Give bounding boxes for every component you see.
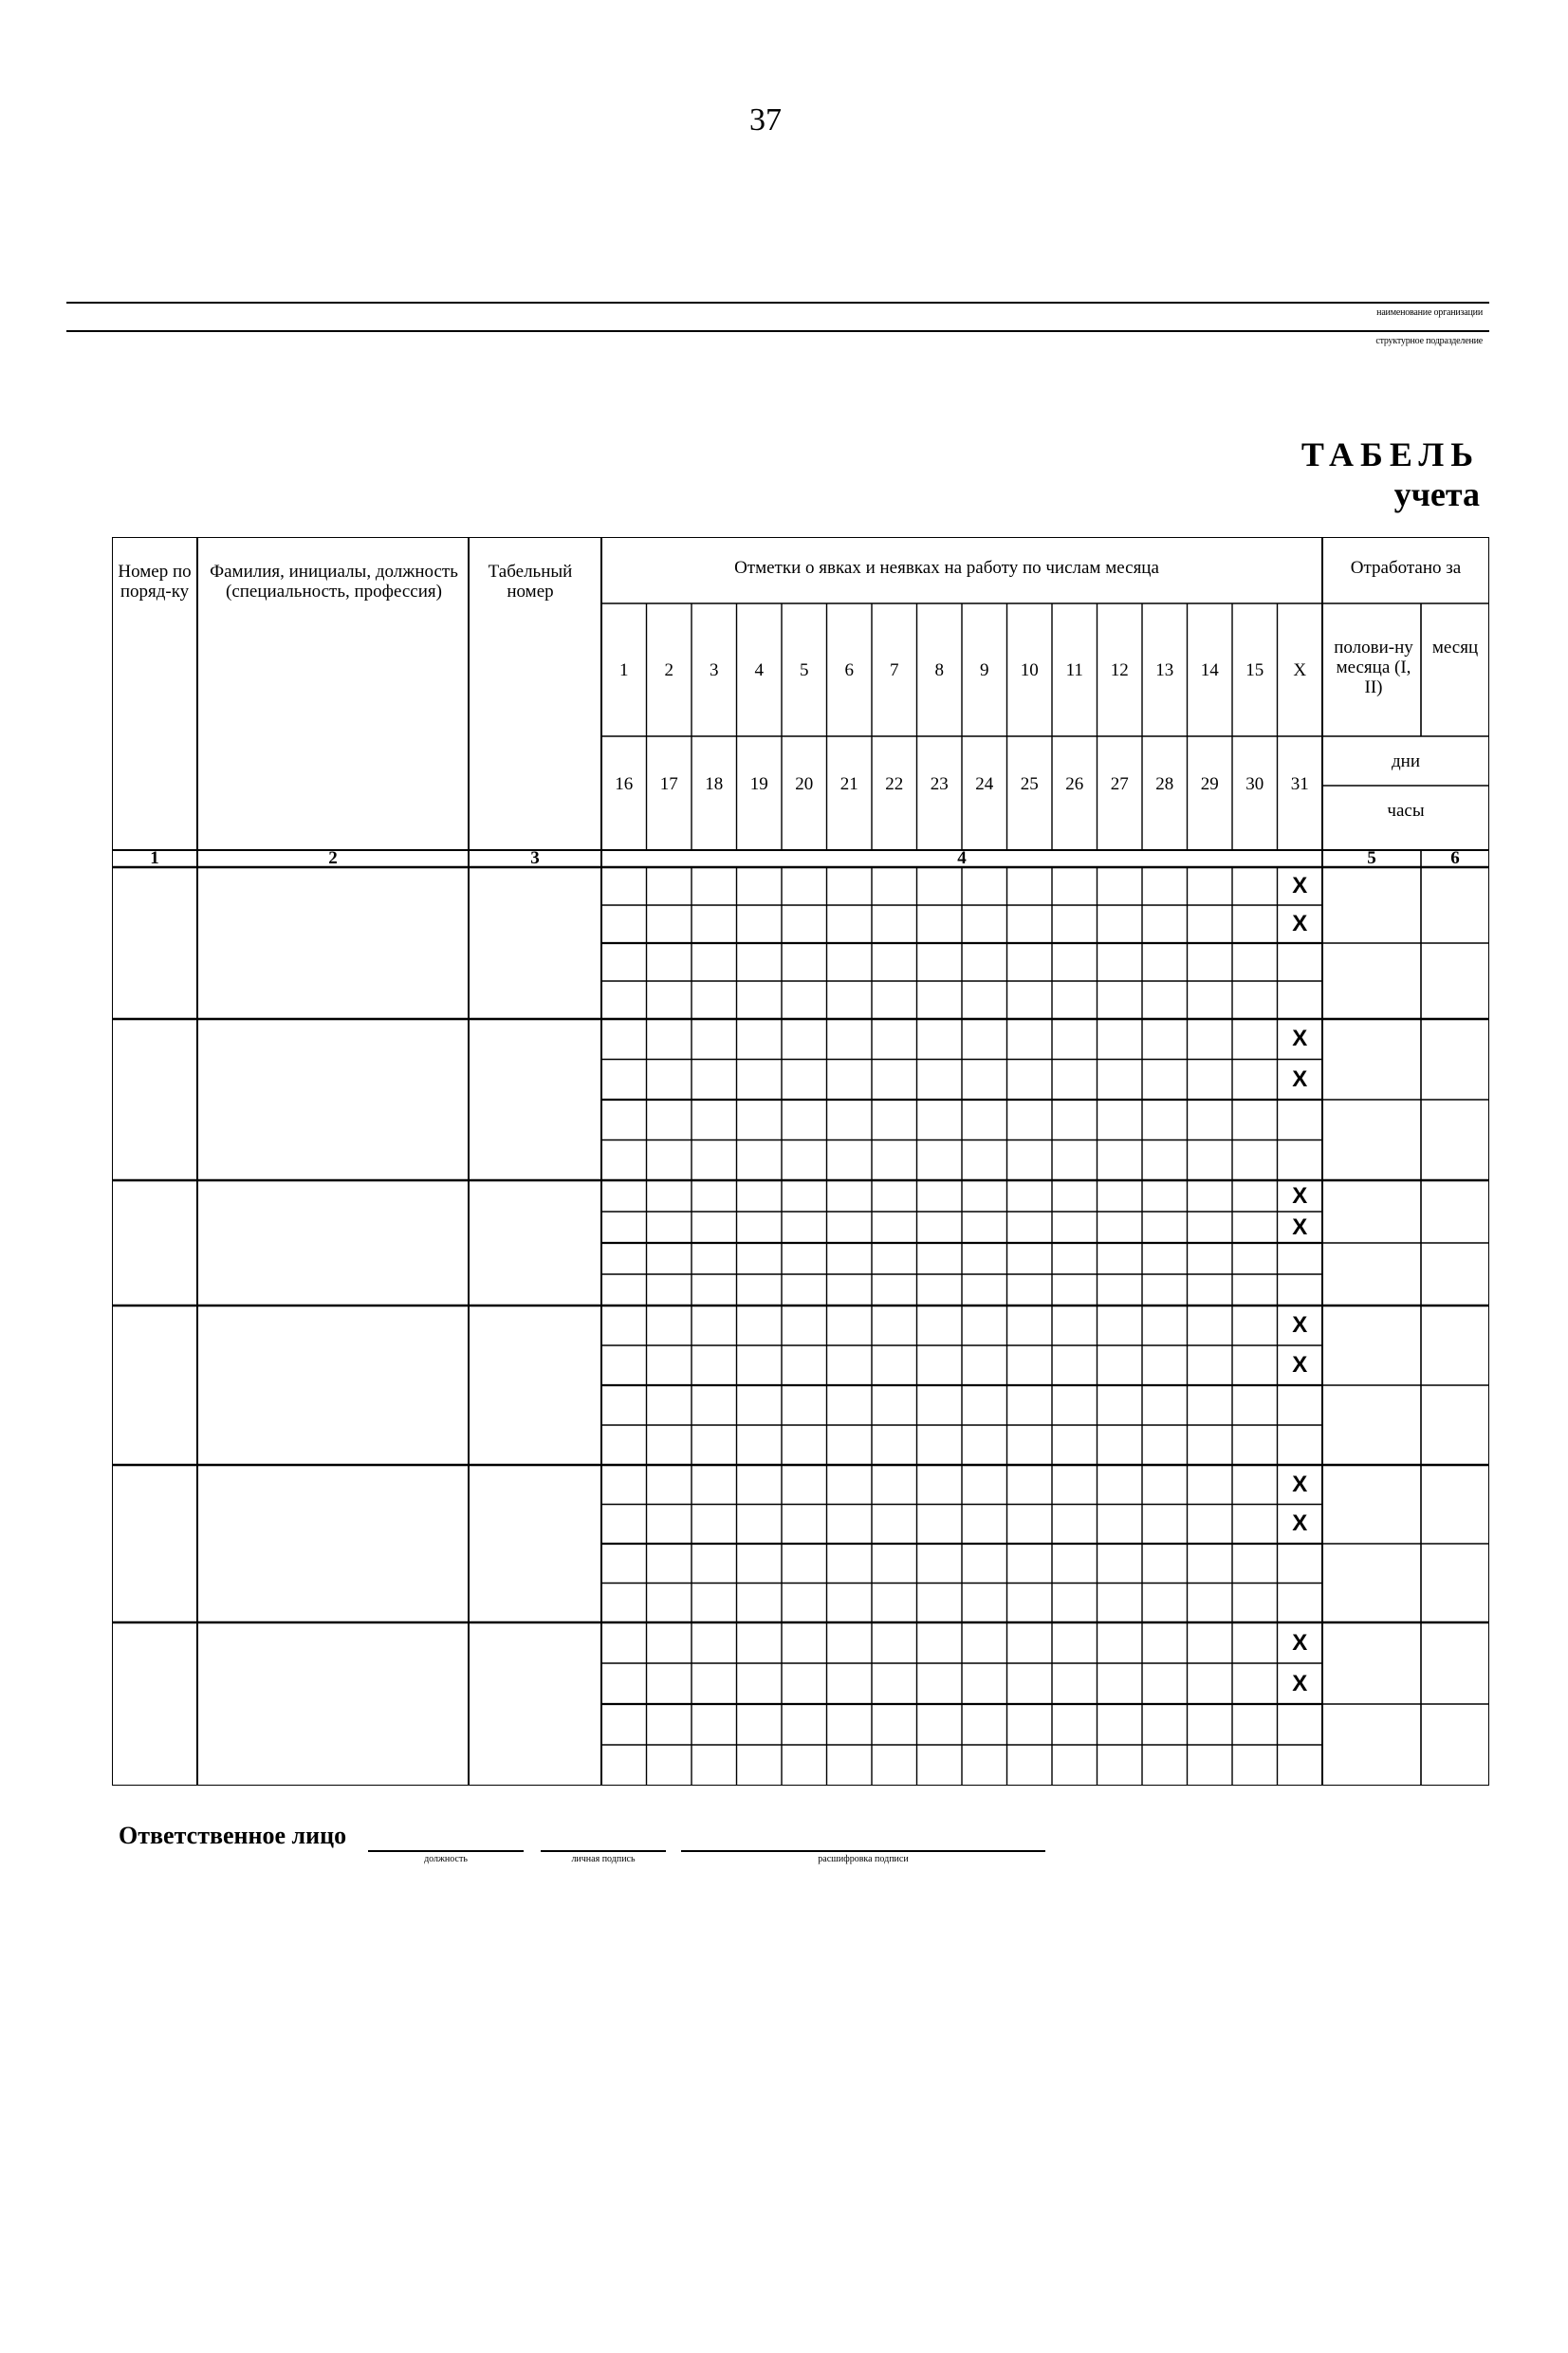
day-number: 22 — [885, 774, 904, 794]
header-marks: Отметки о явках и неявках на работу по числам месяца — [734, 558, 1159, 578]
day-number: 27 — [1110, 774, 1129, 794]
organization-line — [66, 302, 1489, 304]
day-number: 18 — [705, 774, 724, 794]
department-line — [66, 330, 1489, 332]
day-number: 2 — [664, 660, 673, 680]
column-number: 2 — [328, 848, 338, 868]
x-mark: X — [1292, 1312, 1308, 1338]
department-caption: структурное подразделение — [1375, 336, 1483, 346]
header-hours: часы — [1387, 801, 1425, 821]
decoding-caption: расшифровка подписи — [818, 1854, 909, 1864]
x-mark: X — [1292, 1471, 1308, 1497]
x-mark: X — [1292, 1065, 1308, 1092]
column-number: 5 — [1367, 848, 1376, 868]
page-number: 37 — [749, 102, 782, 138]
responsible-person-label: Ответственное лицо — [119, 1822, 347, 1849]
header-worked-for: Отработано за — [1350, 558, 1462, 578]
day-number: 8 — [934, 660, 944, 680]
header-row-number: Номер по поряд-ку — [118, 562, 192, 602]
day-number: 28 — [1155, 774, 1174, 794]
document-title: ТАБЕЛЬ — [1301, 435, 1480, 473]
day-number: 7 — [890, 660, 899, 680]
day-number: 1 — [619, 660, 629, 680]
column-number: 1 — [150, 848, 159, 868]
signature-line — [541, 1850, 666, 1852]
column-number: 4 — [957, 848, 967, 868]
day-number: 19 — [749, 774, 768, 794]
decoding-line — [681, 1850, 1045, 1852]
day-number: 21 — [839, 774, 858, 794]
x-mark: X — [1292, 1629, 1308, 1656]
day-number: 17 — [659, 774, 678, 794]
x-mark: X — [1292, 1182, 1308, 1209]
x-mark: X — [1292, 911, 1308, 936]
day-number: 25 — [1020, 774, 1039, 794]
x-mark: X — [1292, 1214, 1308, 1240]
position-caption: должность — [424, 1854, 468, 1864]
header-name: Фамилия, инициалы, должность (специальность, профессия) — [210, 562, 458, 602]
day-number: 15 — [1245, 660, 1264, 680]
x-mark: X — [1292, 1510, 1308, 1537]
column-number: 3 — [530, 848, 540, 868]
x-mark: X — [1292, 1352, 1308, 1378]
signature-caption: личная подпись — [571, 1854, 636, 1864]
position-line — [368, 1850, 524, 1852]
day-number: X — [1293, 660, 1307, 680]
day-number: 16 — [615, 774, 634, 794]
x-mark: X — [1292, 1670, 1308, 1696]
day-number: 29 — [1200, 774, 1219, 794]
day-number: 13 — [1155, 660, 1174, 680]
day-number: 24 — [975, 774, 994, 794]
day-number: 14 — [1200, 660, 1219, 680]
day-number: 23 — [930, 774, 949, 794]
day-number: 26 — [1065, 774, 1084, 794]
document-subtitle: учета — [1393, 475, 1480, 513]
day-number: 4 — [754, 660, 764, 680]
column-number: 6 — [1450, 848, 1460, 868]
header-half-month: полови-ну месяца (I, II) — [1334, 638, 1413, 697]
table-grid-lines — [112, 537, 1489, 1786]
day-number: 20 — [795, 774, 814, 794]
day-number: 5 — [800, 660, 809, 680]
day-number: 12 — [1110, 660, 1129, 680]
x-mark: X — [1292, 873, 1308, 899]
day-number: 31 — [1290, 774, 1309, 794]
day-number: 30 — [1245, 774, 1264, 794]
day-number: 11 — [1065, 660, 1083, 680]
x-mark: X — [1292, 1026, 1308, 1052]
day-number: 6 — [844, 660, 854, 680]
header-tab-number: Табельный номер — [488, 562, 573, 602]
day-number: 3 — [710, 660, 719, 680]
day-number: 9 — [980, 660, 989, 680]
header-month: месяц — [1431, 638, 1479, 658]
organization-caption: наименование организации — [1376, 307, 1483, 318]
header-days: дни — [1391, 751, 1420, 771]
timesheet-table — [112, 537, 1489, 1786]
day-number: 10 — [1020, 660, 1039, 680]
